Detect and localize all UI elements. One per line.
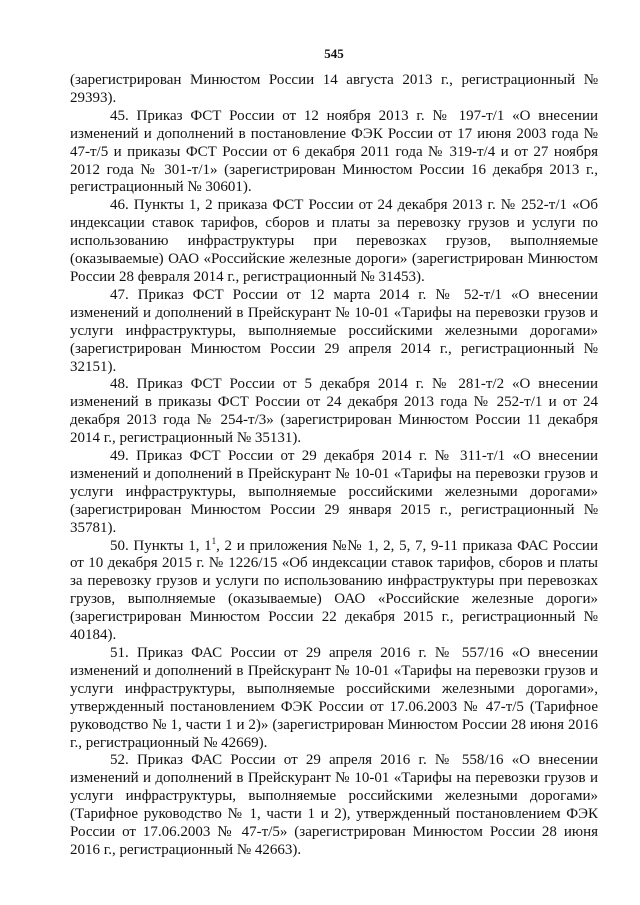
- paragraph-continuation: (зарегистрирован Минюстом России 14 августа 2013 г., регистрационный № 29393).: [70, 72, 598, 106]
- paragraph-item-48: 48. Приказ ФСТ России от 5 декабря 2014 г. № 281-т/2 «О внесении изменений в приказы ФСТ России от 24 декабря 2013 года № 252-т/1 и от 24 декабря 2013 года № 254-т/3» (зарегистрирован Минюстом России 11 декабря 2014 г., регистрационный № 35131).: [70, 376, 598, 447]
- paragraph-item-47: 47. Приказ ФСТ России от 12 марта 2014 г. № 52-т/1 «О внесении изменений и дополнений в Прейскурант № 10-01 «Тарифы на перевозки грузов и услуги инфраструктуры, выполняемые российскими железными дорогами» (зарегистрирован Минюстом России 29 апреля 2014 г., регистрационный № 32151).: [70, 286, 598, 375]
- paragraph-item-51: 51. Приказ ФАС России от 29 апреля 2016 г. № 557/16 «О внесении изменений и дополнений в Прейскурант № 10-01 «Тарифы на перевозки грузов и услуги инфраструктуры, выполняемые российскими железными дорогами», утвержденный постановлением ФЭК России от 17.06.2003 № 47-т/5 (Тарифное руководство № 1, части 1 и 2)» (зарегистрирован Минюстом России 28 июня 2016 г., регистрационный № 42669).: [70, 645, 598, 751]
- document-body: [70, 72, 598, 860]
- superscript-number: 1: [211, 535, 217, 546]
- paragraph-item-49: 49. Приказ ФСТ России от 29 декабря 2014 г. № 311-т/1 «О внесении изменений и дополнений в Прейскурант № 10-01 «Тарифы на перевозки грузов и услуги инфраструктуры, выполняемые российскими железными дорогами» (зарегистрирован Минюстом России 29 января 2015 г., регистрационный № 35781).: [70, 448, 598, 536]
- paragraph-item-46: 46. Пункты 1, 2 приказа ФСТ России от 24 декабря 2013 г. № 252-т/1 «Об индексации ставок тарифов, сборов и платы за перевозку грузов и услуги по использованию инфраструктуры при перевозках грузов, выполняемые (оказываемые) ОАО «Российские железные дороги» (зарегистрирован Минюстом России 28 февраля 2014 г., регистрационный № 31453).: [70, 197, 598, 285]
- paragraph-item-50-start: 50. Пункты 1, 1: [110, 537, 212, 554]
- paragraph-item-50: [70, 535, 598, 645]
- document-page: [70, 0, 598, 905]
- page-number: 545: [324, 46, 344, 61]
- paragraph-item-45: 45. Приказ ФСТ России от 12 ноября 2013 г. № 197-т/1 «О внесении изменений и дополнений в постановление ФЭК России от 17 июня 2003 года № 47-т/5 и приказы ФСТ России от 6 декабря 2011 года № 319-т/4 и от 27 ноября 2012 года № 301-т/1» (зарегистрирован Минюстом России 16 декабря 2013 г., регистрационный № 30601).: [70, 107, 598, 196]
- paragraph-item-50-end: , 2 и приложения №№ 1, 2, 5, 7, 9-11 приказа ФАС России от 10 декабря 2015 г. № 1226/15 «Об индексации ставок тарифов, сборов и платы за перевозку грузов и услуги по использованию инфраструктуры при перевозках грузов, выполняемые (оказываемые) ОАО «Российские железные дороги» (зарегистрирован Минюстом России 22 декабря 2015 г., регистрационный № 40184).: [70, 537, 598, 644]
- paragraph-item-52: 52. Приказ ФАС России от 29 апреля 2016 г. № 558/16 «О внесении изменений и дополнений в Прейскурант № 10-01 «Тарифы на перевозки грузов и услуги инфраструктуры, выполняемые российскими железными дорогами» (Тарифное руководство № 1, части 1 и 2), утвержденный постановлением ФЭК России от 17.06.2003 № 47-т/5» (зарегистрирован Минюстом России 28 июня 2016 г., регистрационный № 42663).: [70, 752, 598, 858]
